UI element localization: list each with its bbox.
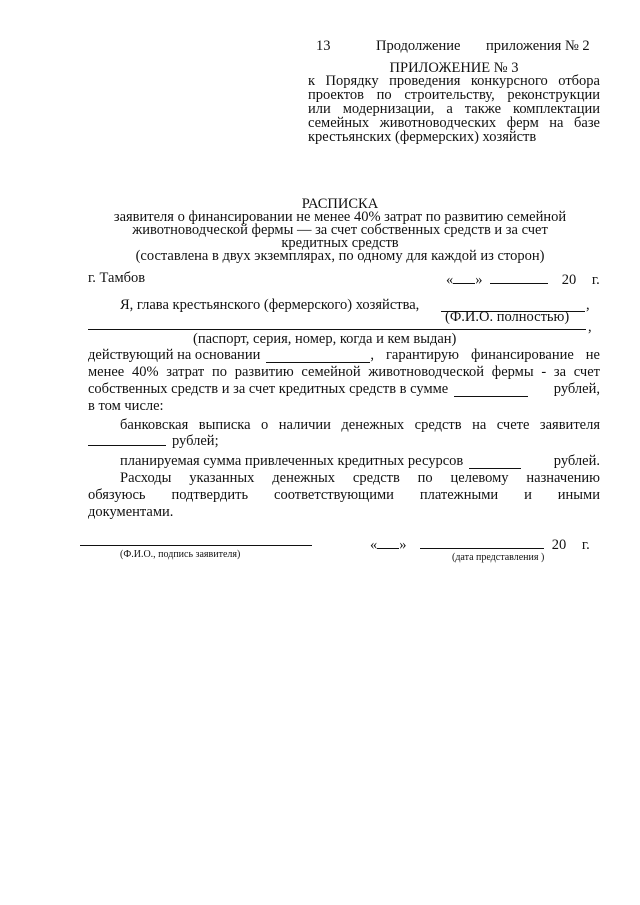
date-quote-open: « xyxy=(370,537,378,553)
receipt-subtitle-line: животноводческой фермы — за счет собственных средств и за счет xyxy=(132,222,548,238)
submission-year-suffix: г. xyxy=(581,537,590,553)
appendix-line: проектов по строительству, реконструкции xyxy=(308,87,600,103)
bank-line: банковская выписка о наличии денежных средств на счете заявителя xyxy=(120,417,600,433)
body-line-2: менее 40% затрат по развитию семейной животноводческой фермы - за счет xyxy=(88,364,600,380)
year-suffix: г. xyxy=(591,272,600,288)
body-line-4: в том числе: xyxy=(88,398,164,414)
amount-left-text: собственных средств и за счет кредитных средств в сумме xyxy=(88,381,449,397)
receipt-title: РАСПИСКА xyxy=(301,196,379,212)
planned-right-text: рублей. xyxy=(553,453,600,469)
bank-amount-blank[interactable] xyxy=(88,432,166,446)
appendix-line: крестьянских (фермерских) хозяйств xyxy=(308,129,537,145)
acting-basis-line xyxy=(88,347,600,363)
city-label: г. Тамбов xyxy=(88,270,146,286)
date-quote-close: » xyxy=(399,537,407,553)
receipt-subtitle-line: кредитных средств xyxy=(281,235,399,251)
amount-blank[interactable] xyxy=(454,383,528,397)
date-quote-open: « xyxy=(446,272,454,288)
signature-blank[interactable] xyxy=(80,532,312,546)
comma-1: , xyxy=(586,297,590,313)
appendix-line: или модернизации, а также комплектации xyxy=(308,101,600,117)
amount-line xyxy=(88,381,600,397)
submission-date-hint: (дата представления ) xyxy=(452,552,545,563)
passport-hint: (паспорт, серия, номер, когда и кем выдан) xyxy=(193,331,457,347)
appendix-line: семейных животноводческих ферм на базе xyxy=(308,115,600,131)
date-line xyxy=(446,270,600,288)
continuation-label: Продолжение xyxy=(376,38,461,54)
submission-year-prefix: 20 xyxy=(551,537,567,553)
year-prefix: 20 xyxy=(561,272,577,288)
expenses-line-3: документами. xyxy=(88,504,174,520)
acting-right-text: , гарантирую финансирование не xyxy=(370,347,600,363)
planned-line xyxy=(120,453,600,469)
appendix-line: к Порядку проведения конкурсного отбора xyxy=(308,73,600,89)
day-blank[interactable] xyxy=(453,270,475,284)
acting-left-text: действующий на основании xyxy=(88,347,261,363)
receipt-subtitle-line: заявителя о финансировании не менее 40% затрат по развитию семейной xyxy=(113,209,567,225)
passport-blank[interactable] xyxy=(88,316,586,330)
submission-date-line xyxy=(370,535,590,553)
month-blank[interactable] xyxy=(490,270,548,284)
fio-hint: (Ф.И.О. полностью) xyxy=(445,309,570,325)
receipt-note: (составлена в двух экземплярах, по одному для каждой из сторон) xyxy=(135,248,545,264)
comma-2: , xyxy=(588,319,592,335)
appendix-title: ПРИЛОЖЕНИЕ № 3 xyxy=(389,60,519,76)
planned-left-text: планируемая сумма привлеченных кредитных ресурсов xyxy=(120,453,464,469)
submission-month-blank[interactable] xyxy=(420,535,544,549)
expenses-line-2: обязуюсь подтвердить соответствующими платежными и иными xyxy=(88,487,600,503)
expenses-line-1: Расходы указанных денежных средств по целевому назначению xyxy=(120,470,600,486)
intro-text: Я, глава крестьянского (фермерского) хозяйства, xyxy=(120,297,420,313)
amount-right-text: рублей, xyxy=(553,381,600,397)
date-quote-close: » xyxy=(475,272,483,288)
planned-amount-blank[interactable] xyxy=(469,455,521,469)
bank-rub-text: рублей; xyxy=(172,433,219,449)
basis-blank[interactable] xyxy=(266,349,370,363)
signature-hint: (Ф.И.О., подпись заявителя) xyxy=(120,549,241,560)
page-number: 13 xyxy=(316,38,331,54)
submission-day-blank[interactable] xyxy=(377,535,399,549)
appendix-reference: приложения № 2 xyxy=(486,38,590,54)
